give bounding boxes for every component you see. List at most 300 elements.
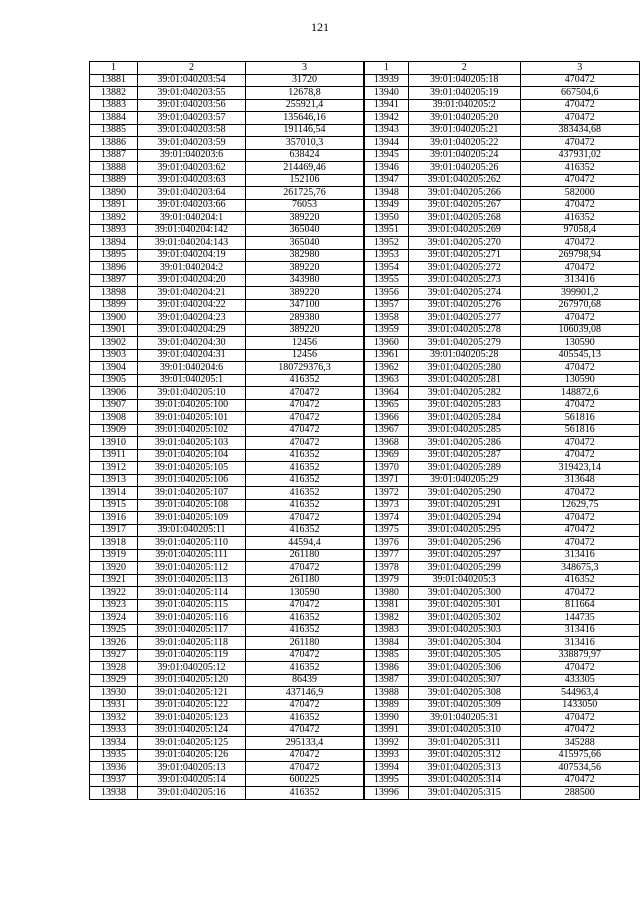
- table-row: [365, 749, 640, 762]
- cadastral-number-cell: 39:01:040205:276: [408, 299, 520, 312]
- cadastral-number-cell: 39:01:040205:282: [408, 387, 520, 400]
- table-row: [365, 649, 640, 662]
- cadastral-number-cell: 39:01:040204:20: [138, 274, 246, 287]
- table-row: [90, 87, 364, 100]
- table-row: [365, 274, 640, 287]
- row-number-cell: 13974: [365, 512, 409, 525]
- table-row: [365, 124, 640, 137]
- cadastral-number-cell: 39:01:040205:283: [408, 399, 520, 412]
- cadastral-number-cell: 39:01:040205:109: [138, 512, 246, 525]
- left-registry-table: [89, 61, 364, 800]
- cadastral-number-cell: 39:01:040205:106: [138, 474, 246, 487]
- table-row: [365, 599, 640, 612]
- row-number-cell: 13934: [90, 737, 138, 750]
- value-cell: 470472: [520, 512, 639, 525]
- row-number-cell: 13899: [90, 299, 138, 312]
- row-number-cell: 13922: [90, 587, 138, 600]
- table-row: [90, 374, 364, 387]
- table-row: [365, 512, 640, 525]
- table-row: [90, 274, 364, 287]
- table-row: [365, 399, 640, 412]
- value-cell: 470472: [246, 724, 364, 737]
- value-cell: 416352: [246, 474, 364, 487]
- table-row: [90, 674, 364, 687]
- cadastral-number-cell: 39:01:040205:115: [138, 599, 246, 612]
- row-number-cell: 13924: [90, 612, 138, 625]
- value-cell: 561816: [520, 424, 639, 437]
- cadastral-number-cell: 39:01:040205:124: [138, 724, 246, 737]
- table-row: [365, 687, 640, 700]
- table-row: [90, 249, 364, 262]
- header-col-1: 1: [365, 62, 409, 75]
- cadastral-number-cell: 39:01:040203:58: [138, 124, 246, 137]
- value-cell: 313416: [520, 274, 639, 287]
- row-number-cell: 13887: [90, 149, 138, 162]
- table-row: [90, 537, 364, 550]
- cadastral-number-cell: 39:01:040203:62: [138, 162, 246, 175]
- row-number-cell: 13886: [90, 137, 138, 150]
- cadastral-number-cell: 39:01:040205:113: [138, 574, 246, 587]
- cadastral-number-cell: 39:01:040205:18: [408, 74, 520, 87]
- row-number-cell: 13947: [365, 174, 409, 187]
- cadastral-number-cell: 39:01:040204:19: [138, 249, 246, 262]
- row-number-cell: 13912: [90, 462, 138, 475]
- row-number-cell: 13968: [365, 437, 409, 450]
- cadastral-number-cell: 39:01:040205:284: [408, 412, 520, 425]
- value-cell: 600225: [246, 774, 364, 787]
- table-row: [90, 562, 364, 575]
- value-cell: 470472: [520, 449, 639, 462]
- cadastral-number-cell: 39:01:040205:29: [408, 474, 520, 487]
- row-number-cell: 13975: [365, 524, 409, 537]
- table-row: [90, 187, 364, 200]
- table-row: [365, 474, 640, 487]
- value-cell: 399901,2: [520, 287, 639, 300]
- row-number-cell: 13925: [90, 624, 138, 637]
- row-number-cell: 13976: [365, 537, 409, 550]
- value-cell: 470472: [246, 437, 364, 450]
- value-cell: 288500: [520, 787, 639, 800]
- cadastral-number-cell: 39:01:040205:314: [408, 774, 520, 787]
- value-cell: 382980: [246, 249, 364, 262]
- table-row: [90, 587, 364, 600]
- row-number-cell: 13932: [90, 712, 138, 725]
- table-row: [90, 149, 364, 162]
- cadastral-number-cell: 39:01:040203:6: [138, 149, 246, 162]
- value-cell: 470472: [520, 74, 639, 87]
- cadastral-number-cell: 39:01:040205:290: [408, 487, 520, 500]
- value-cell: 470472: [520, 537, 639, 550]
- value-cell: 470472: [520, 312, 639, 325]
- cadastral-number-cell: 39:01:040205:116: [138, 612, 246, 625]
- table-row: [90, 699, 364, 712]
- table-row: [365, 787, 640, 800]
- value-cell: 180729376,3: [246, 362, 364, 375]
- row-number-cell: 13954: [365, 262, 409, 275]
- row-number-cell: 13962: [365, 362, 409, 375]
- value-cell: 667504,6: [520, 87, 639, 100]
- row-number-cell: 13977: [365, 549, 409, 562]
- table-row: [90, 787, 364, 800]
- value-cell: 470472: [520, 112, 639, 125]
- row-number-cell: 13919: [90, 549, 138, 562]
- value-cell: 365040: [246, 237, 364, 250]
- row-number-cell: 13967: [365, 424, 409, 437]
- cadastral-number-cell: 39:01:040204:142: [138, 224, 246, 237]
- cadastral-number-cell: 39:01:040205:22: [408, 137, 520, 150]
- cadastral-number-cell: 39:01:040205:291: [408, 499, 520, 512]
- cadastral-number-cell: 39:01:040204:1: [138, 212, 246, 225]
- row-number-cell: 13970: [365, 462, 409, 475]
- table-row: [365, 74, 640, 87]
- value-cell: 470472: [520, 262, 639, 275]
- value-cell: 130590: [246, 587, 364, 600]
- cadastral-number-cell: 39:01:040205:26: [408, 162, 520, 175]
- cadastral-number-cell: 39:01:040204:23: [138, 312, 246, 325]
- cadastral-number-cell: 39:01:040205:11: [138, 524, 246, 537]
- row-number-cell: 13910: [90, 437, 138, 450]
- table-row: [365, 712, 640, 725]
- row-number-cell: 13961: [365, 349, 409, 362]
- table-row: [90, 337, 364, 350]
- value-cell: 261180: [246, 637, 364, 650]
- value-cell: 347100: [246, 299, 364, 312]
- right-table-body: [365, 74, 640, 799]
- value-cell: 437931,02: [520, 149, 639, 162]
- cadastral-number-cell: 39:01:040205:19: [408, 87, 520, 100]
- table-row: [365, 212, 640, 225]
- row-number-cell: 13996: [365, 787, 409, 800]
- table-row: [365, 187, 640, 200]
- row-number-cell: 13896: [90, 262, 138, 275]
- table-row: [365, 774, 640, 787]
- table-row: [90, 774, 364, 787]
- row-number-cell: 13893: [90, 224, 138, 237]
- cadastral-number-cell: 39:01:040203:56: [138, 99, 246, 112]
- cadastral-number-cell: 39:01:040205:24: [408, 149, 520, 162]
- value-cell: 470472: [246, 512, 364, 525]
- cadastral-number-cell: 39:01:040204:143: [138, 237, 246, 250]
- table-row: [365, 674, 640, 687]
- table-row: [90, 462, 364, 475]
- value-cell: 345288: [520, 737, 639, 750]
- value-cell: 416352: [246, 662, 364, 675]
- row-number-cell: 13992: [365, 737, 409, 750]
- cadastral-number-cell: 39:01:040205:267: [408, 199, 520, 212]
- row-number-cell: 13908: [90, 412, 138, 425]
- table-row: [365, 237, 640, 250]
- row-number-cell: 13881: [90, 74, 138, 87]
- cadastral-number-cell: 39:01:040205:300: [408, 587, 520, 600]
- cadastral-number-cell: 39:01:040205:306: [408, 662, 520, 675]
- table-row: [90, 599, 364, 612]
- table-row: [365, 149, 640, 162]
- table-row: [90, 549, 364, 562]
- cadastral-number-cell: 39:01:040205:278: [408, 324, 520, 337]
- table-row: [90, 649, 364, 662]
- row-number-cell: 13903: [90, 349, 138, 362]
- right-registry-table: [364, 61, 640, 800]
- row-number-cell: 13966: [365, 412, 409, 425]
- value-cell: 561816: [520, 412, 639, 425]
- table-row: [365, 587, 640, 600]
- row-number-cell: 13933: [90, 724, 138, 737]
- cadastral-number-cell: 39:01:040205:266: [408, 187, 520, 200]
- header-col-3: 3: [520, 62, 639, 75]
- cadastral-number-cell: 39:01:040205:289: [408, 462, 520, 475]
- row-number-cell: 13956: [365, 287, 409, 300]
- row-number-cell: 13955: [365, 274, 409, 287]
- table-row: [90, 724, 364, 737]
- cadastral-number-cell: 39:01:040205:1: [138, 374, 246, 387]
- row-number-cell: 13979: [365, 574, 409, 587]
- value-cell: 416352: [246, 462, 364, 475]
- row-number-cell: 13973: [365, 499, 409, 512]
- table-row: [90, 687, 364, 700]
- table-row: [365, 412, 640, 425]
- value-cell: 416352: [246, 487, 364, 500]
- table-row: [365, 337, 640, 350]
- table-row: [365, 324, 640, 337]
- table-row: [365, 374, 640, 387]
- row-number-cell: 13909: [90, 424, 138, 437]
- table-row: [365, 362, 640, 375]
- row-number-cell: 13959: [365, 324, 409, 337]
- row-number-cell: 13885: [90, 124, 138, 137]
- row-number-cell: 13985: [365, 649, 409, 662]
- value-cell: 407534,56: [520, 762, 639, 775]
- row-number-cell: 13982: [365, 612, 409, 625]
- value-cell: 343980: [246, 274, 364, 287]
- value-cell: 470472: [520, 587, 639, 600]
- table-row: [90, 137, 364, 150]
- table-row: [90, 512, 364, 525]
- value-cell: 416352: [520, 574, 639, 587]
- table-row: [365, 724, 640, 737]
- cadastral-number-cell: 39:01:040203:63: [138, 174, 246, 187]
- table-row: [365, 162, 640, 175]
- header-col-1: 1: [90, 62, 138, 75]
- cadastral-number-cell: 39:01:040204:29: [138, 324, 246, 337]
- row-number-cell: 13949: [365, 199, 409, 212]
- value-cell: 319423,14: [520, 462, 639, 475]
- value-cell: 12456: [246, 337, 364, 350]
- row-number-cell: 13918: [90, 537, 138, 550]
- value-cell: 470472: [520, 174, 639, 187]
- cadastral-number-cell: 39:01:040205:271: [408, 249, 520, 262]
- cadastral-number-cell: 39:01:040205:126: [138, 749, 246, 762]
- table-row: [365, 262, 640, 275]
- value-cell: 130590: [520, 374, 639, 387]
- value-cell: 470472: [520, 724, 639, 737]
- value-cell: 470472: [520, 399, 639, 412]
- value-cell: 261180: [246, 574, 364, 587]
- table-row: [90, 637, 364, 650]
- value-cell: 214469,46: [246, 162, 364, 175]
- cadastral-number-cell: 39:01:040205:14: [138, 774, 246, 787]
- value-cell: 267970,68: [520, 299, 639, 312]
- cadastral-number-cell: 39:01:040205:313: [408, 762, 520, 775]
- table-row: [365, 612, 640, 625]
- value-cell: 76053: [246, 199, 364, 212]
- cadastral-number-cell: 39:01:040205:119: [138, 649, 246, 662]
- table-row: [365, 137, 640, 150]
- value-cell: 811664: [520, 599, 639, 612]
- value-cell: 470472: [246, 387, 364, 400]
- value-cell: 289380: [246, 312, 364, 325]
- value-cell: 470472: [520, 524, 639, 537]
- table-header-row: [365, 62, 640, 75]
- value-cell: 470472: [520, 712, 639, 725]
- value-cell: 638424: [246, 149, 364, 162]
- value-cell: 12678,8: [246, 87, 364, 100]
- value-cell: 389220: [246, 287, 364, 300]
- cadastral-number-cell: 39:01:040203:54: [138, 74, 246, 87]
- cadastral-number-cell: 39:01:040205:262: [408, 174, 520, 187]
- value-cell: 470472: [520, 487, 639, 500]
- cadastral-number-cell: 39:01:040205:107: [138, 487, 246, 500]
- row-number-cell: 13943: [365, 124, 409, 137]
- cadastral-number-cell: 39:01:040205:16: [138, 787, 246, 800]
- table-row: [90, 74, 364, 87]
- row-number-cell: 13905: [90, 374, 138, 387]
- cadastral-number-cell: 39:01:040205:277: [408, 312, 520, 325]
- row-number-cell: 13994: [365, 762, 409, 775]
- table-row: [365, 249, 640, 262]
- cadastral-number-cell: 39:01:040205:311: [408, 737, 520, 750]
- row-number-cell: 13980: [365, 587, 409, 600]
- row-number-cell: 13891: [90, 199, 138, 212]
- cadastral-number-cell: 39:01:040205:111: [138, 549, 246, 562]
- row-number-cell: 13883: [90, 99, 138, 112]
- value-cell: 416352: [520, 162, 639, 175]
- value-cell: 313416: [520, 637, 639, 650]
- value-cell: 313416: [520, 549, 639, 562]
- table-row: [90, 712, 364, 725]
- cadastral-number-cell: 39:01:040205:301: [408, 599, 520, 612]
- table-row: [365, 487, 640, 500]
- value-cell: 416352: [246, 374, 364, 387]
- table-row: [90, 99, 364, 112]
- table-row: [90, 574, 364, 587]
- value-cell: 389220: [246, 212, 364, 225]
- row-number-cell: 13990: [365, 712, 409, 725]
- cadastral-number-cell: 39:01:040205:3: [408, 574, 520, 587]
- row-number-cell: 13940: [365, 87, 409, 100]
- table-row: [365, 537, 640, 550]
- value-cell: 191146,54: [246, 124, 364, 137]
- row-number-cell: 13948: [365, 187, 409, 200]
- row-number-cell: 13983: [365, 624, 409, 637]
- cadastral-number-cell: 39:01:040205:281: [408, 374, 520, 387]
- row-number-cell: 13888: [90, 162, 138, 175]
- row-number-cell: 13907: [90, 399, 138, 412]
- row-number-cell: 13988: [365, 687, 409, 700]
- row-number-cell: 13897: [90, 274, 138, 287]
- row-number-cell: 13944: [365, 137, 409, 150]
- table-row: [90, 262, 364, 275]
- table-row: [365, 112, 640, 125]
- value-cell: 470472: [246, 412, 364, 425]
- value-cell: 269798,94: [520, 249, 639, 262]
- table-row: [90, 524, 364, 537]
- table-row: [90, 312, 364, 325]
- table-row: [365, 387, 640, 400]
- cadastral-number-cell: 39:01:040205:100: [138, 399, 246, 412]
- table-row: [365, 549, 640, 562]
- value-cell: 470472: [520, 774, 639, 787]
- table-row: [90, 349, 364, 362]
- value-cell: 389220: [246, 262, 364, 275]
- row-number-cell: 13986: [365, 662, 409, 675]
- row-number-cell: 13928: [90, 662, 138, 675]
- row-number-cell: 13890: [90, 187, 138, 200]
- table-row: [365, 437, 640, 450]
- table-row: [365, 499, 640, 512]
- cadastral-number-cell: 39:01:040205:28: [408, 349, 520, 362]
- cadastral-number-cell: 39:01:040205:302: [408, 612, 520, 625]
- table-row: [365, 662, 640, 675]
- cadastral-number-cell: 39:01:040205:303: [408, 624, 520, 637]
- row-number-cell: 13889: [90, 174, 138, 187]
- row-number-cell: 13913: [90, 474, 138, 487]
- value-cell: 255921,4: [246, 99, 364, 112]
- value-cell: 433305: [520, 674, 639, 687]
- table-row: [365, 87, 640, 100]
- table-header-row: [90, 62, 364, 75]
- table-row: [90, 399, 364, 412]
- table-row: [365, 574, 640, 587]
- row-number-cell: 13995: [365, 774, 409, 787]
- value-cell: 416352: [246, 787, 364, 800]
- table-row: [90, 212, 364, 225]
- cadastral-number-cell: 39:01:040205:294: [408, 512, 520, 525]
- value-cell: 383434,68: [520, 124, 639, 137]
- value-cell: 12629,75: [520, 499, 639, 512]
- row-number-cell: 13960: [365, 337, 409, 350]
- row-number-cell: 13923: [90, 599, 138, 612]
- table-row: [90, 474, 364, 487]
- value-cell: 470472: [520, 362, 639, 375]
- table-row: [90, 387, 364, 400]
- value-cell: 437146,9: [246, 687, 364, 700]
- cadastral-number-cell: 39:01:040205:295: [408, 524, 520, 537]
- value-cell: 470472: [246, 424, 364, 437]
- cadastral-number-cell: 39:01:040205:274: [408, 287, 520, 300]
- table-row: [90, 362, 364, 375]
- row-number-cell: 13989: [365, 699, 409, 712]
- cadastral-number-cell: 39:01:040205:2: [408, 99, 520, 112]
- cadastral-number-cell: 39:01:040205:108: [138, 499, 246, 512]
- table-row: [365, 762, 640, 775]
- value-cell: 470472: [246, 599, 364, 612]
- row-number-cell: 13900: [90, 312, 138, 325]
- cadastral-number-cell: 39:01:040205:102: [138, 424, 246, 437]
- cadastral-number-cell: 39:01:040204:31: [138, 349, 246, 362]
- value-cell: 1433050: [520, 699, 639, 712]
- row-number-cell: 13892: [90, 212, 138, 225]
- cadastral-number-cell: 39:01:040203:59: [138, 137, 246, 150]
- table-row: [90, 199, 364, 212]
- value-cell: 416352: [246, 624, 364, 637]
- cadastral-number-cell: 39:01:040205:104: [138, 449, 246, 462]
- value-cell: 261725,76: [246, 187, 364, 200]
- cadastral-number-cell: 39:01:040205:10: [138, 387, 246, 400]
- cadastral-number-cell: 39:01:040205:21: [408, 124, 520, 137]
- table-row: [90, 762, 364, 775]
- cadastral-number-cell: 39:01:040205:307: [408, 674, 520, 687]
- cadastral-number-cell: 39:01:040205:20: [408, 112, 520, 125]
